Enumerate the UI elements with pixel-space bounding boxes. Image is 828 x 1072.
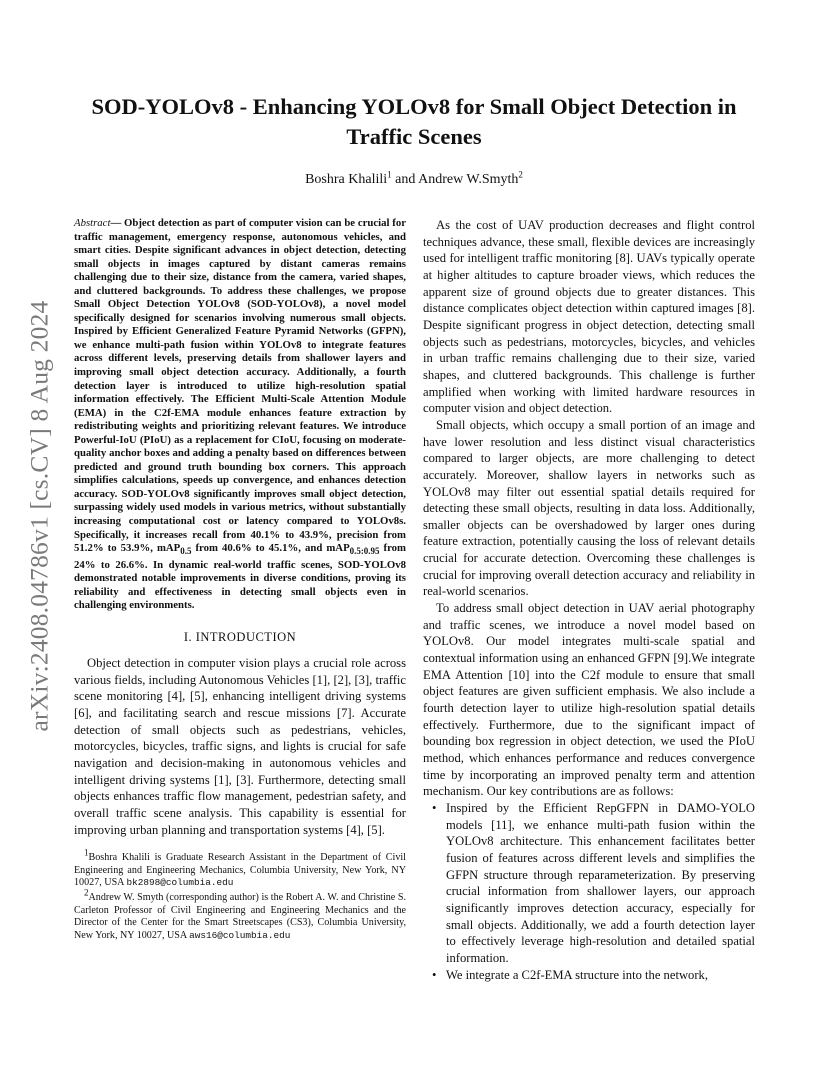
author-2-name: Andrew W.Smyth	[418, 172, 519, 187]
footnotes	[74, 847, 406, 942]
abstract-dash: —	[110, 217, 124, 229]
footnote-1-text: Boshra Khalili is Graduate Research Assistant in the Department of Civil Engineering and Engineering Mechanics, Columbia University, New York, NY 10027, USA	[74, 852, 406, 889]
author-1-footnote-mark: 1	[387, 169, 392, 180]
abstract-body: Object detection as part of computer vision can be crucial for traffic management, emergency response, autonomous vehicles, and smart cities. Despite significant advances in object detection, detecting small objects in images captured by distant cameras remains challenging due to their size, distance from the camera, varied shapes, and cluttered backgrounds. To address these challenges, we propose Small Object Detection YOLOv8 (SOD-YOLOv8), a novel model specifically designed for scenarios involving numerous small objects. Inspired by Efficient Generalized Feature Pyramid Networks (GFPN), we enhance multi-path fusion within YOLOv8 to integrate features across different levels, preserving details from shallower layers and improving small object detection accuracy. Additionally, a fourth detection layer is introduced to utilize high-resolution spatial information effectively. The Efficient Multi-Scale Attention Module (EMA) in the C2f-EMA module enhances feature extraction by redistributing weights and prioritizing relevant features. We introduce Powerful-IoU (PIoU) as a replacement for CIoU, focusing on moderate-quality anchor boxes and adding a penalty based on differences between predicted and ground truth bounding box corners. This approach simplifies calculations, speeds up convergence, and enhances detection accuracy. SOD-YOLOv8 significantly improves small object detection, surpassing widely used models in various metrics, without substantially increasing computational cost or latency compared to YOLOv8s. Specifically, it increases recall from 40.1% to 43.9%, precision from 51.2% to 53.9%,	[74, 217, 407, 555]
contributions-list	[423, 800, 755, 983]
author-line	[80, 171, 748, 189]
contribution-2-text: We integrate a C2f-EMA structure into the network,	[446, 967, 708, 982]
footnote-2	[74, 888, 406, 942]
abstract-lead: Abstract	[74, 217, 111, 229]
left-column	[74, 217, 406, 945]
list-item	[423, 800, 755, 967]
intro-paragraph-approach: To address small object detection in UAV aerial photography and traffic scenes, we introduce a novel model based on YOLOv8. Our model integrates multi-scale spatial and contextual information using an enhanced GFPN [9].We integrate EMA Attention [10] into the C2f module to ensure that small object features are given sufficient emphasis. We also include a fourth detection layer to utilize high-resolution spatial details effectively. Furthermore, due to the significant impact of bounding box regression in object detection, we used the PIoU method, which enhances performance and reduces convergence time by incorporating an improved penalty term and attention mechanism. Our key contributions are as follows:	[423, 601, 755, 799]
footnote-1-email-link[interactable]: bk2898@columbia.edu	[126, 877, 234, 889]
arxiv-identifier-stamp	[22, 288, 56, 744]
abstract-map50-lead: mAP	[156, 542, 181, 555]
list-item	[423, 967, 755, 984]
footnote-2-text: Andrew W. Smyth (corresponding author) is the Robert A. W. and Christine S. Carleton Professor of Civil Engineering and Engineering Mechanics and the Director of the Center for the Smart Streetscapes (CS3), Columbia University, New York, NY 10027, USA	[74, 892, 406, 941]
arxiv-identifier-text: arXiv:2408.04786v1 [cs.CV] 8 Aug 2024	[24, 300, 54, 732]
paper-title: SOD-YOLOv8 - Enhancing YOLOv8 for Small Object Detection in Traffic Scenes	[91, 94, 737, 149]
author-conjunction: and	[391, 172, 419, 187]
abstract-tail: from 24% to 26.6%. In dynamic real-world traffic scenes, SOD-YOLOv8 demonstrated notable improvements in diverse conditions, proving its reliability and effectiveness in detecting small objects even in challenging environments.	[74, 542, 406, 612]
bullet-icon: •	[432, 800, 437, 815]
contribution-1-text: Inspired by the Efficient RepGFPN in DAMO-YOLO models [11], we enhance multi-path fusion within the YOLOv8 architecture. This enhancement facilitates better fusion of features across different levels and simplifies the GFPN structure through reparameterization. By preserving crucial information from shallower layers, our approach significantly improves detection accuracy, especially for small objects. Additionally, we add a fourth detection layer to effectively leverage high-resolution and detailed spatial information.	[446, 800, 755, 965]
bullet-icon: •	[432, 967, 437, 982]
abstract-map50-subscript: 0.5	[180, 546, 192, 557]
abstract-map95-subscript: 0.5:0.95	[349, 546, 380, 557]
section-heading-introduction: I. INTRODUCTION	[183, 630, 297, 644]
author-2-footnote-mark: 2	[518, 169, 523, 180]
author-1-name: Boshra Khalili	[305, 172, 388, 187]
footnote-1-mark: 1	[84, 847, 89, 858]
abstract-map50-text: from 40.6% to 45.1%, and mAP	[191, 542, 350, 555]
intro-paragraph-uav: As the cost of UAV production decreases and flight control techniques advance, these small, flexible devices are increasingly used for intelligent traffic monitoring [8]. UAVs typically operate at higher altitudes to capture broader views, which reduces the apparent size of ground objects due to greater distances. This distance complicates object detection within captured images [8]. Despite significant progress in object detection, detecting small objects such as pedestrians, motorcycles, bicycles, and vehicles in urban traffic remains challenging due to their size, varied shapes, and cluttered backgrounds. This challenge is further amplified when working with limited hardware resources in computer vision and object detection.	[423, 218, 755, 416]
intro-paragraph-1: Object detection in computer vision plays a crucial role across various fields, including Autonomous Vehicles [1], [2], [3], traffic scene monitoring [4], [5], enhancing intelligent driving systems [6], and facilitating search and rescue missions [7]. Accurate detection of small objects such as pedestrians, vehicles, motorcycles, bicycles, traffic signs, and lights is crucial for safe navigation and decision-making in autonomous vehicles and intelligent driving systems [1], [3]. Furthermore, detecting small objects enhances traffic flow management, pedestrian safety, and overall traffic scene analysis. This capability is essential for improving urban planning and transportation systems [4], [5].	[74, 656, 406, 837]
right-column	[423, 217, 755, 983]
footnote-2-email-link[interactable]: aws16@columbia.edu	[189, 929, 291, 941]
intro-paragraph-small-objects: Small objects, which occupy a small portion of an image and have lower resolution and less distinct visual characteristics compared to larger objects, are more challenging to detect accurately. Moreover, shallow layers in networks such as YOLOv8 may filter out essential spatial details required for detecting these small objects, resulting in data loss. Additionally, smaller objects can be overshadowed by larger ones during feature extraction, potentially causing the loss of relevant details crucial for accurate detection. Overcoming these challenges is crucial for improving overall detection accuracy and reliability in real-world scenarios.	[423, 417, 755, 599]
footnote-1	[74, 847, 406, 889]
footnote-2-mark: 2	[84, 888, 89, 899]
abstract	[74, 217, 406, 613]
